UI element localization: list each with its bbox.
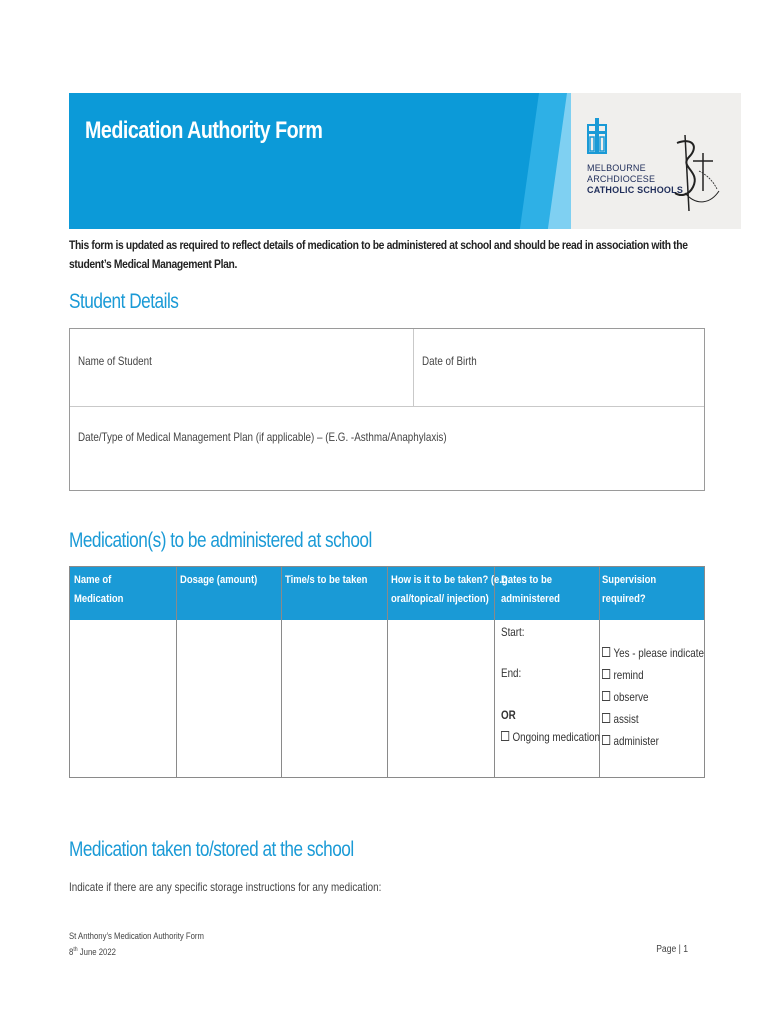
melbourne-archdiocese-cross-icon [587, 117, 607, 155]
col-header-dates: Dates to be administered [501, 574, 560, 605]
column-divider [599, 567, 600, 777]
checkbox[interactable] [602, 713, 610, 723]
medication-name-cell[interactable] [70, 620, 176, 778]
supervision-option-remind[interactable]: remind [602, 668, 644, 682]
student-details-heading: Student Details [69, 290, 179, 313]
student-row [70, 329, 704, 407]
header-banner [69, 93, 741, 229]
col-header-times: Time/s to be taken [285, 574, 368, 586]
student-details-table [69, 328, 705, 491]
st-anthony-school-seal-icon [663, 131, 723, 215]
checkbox[interactable] [602, 647, 610, 657]
col-header-dosage: Dosage (amount) [180, 574, 258, 586]
checkbox[interactable] [501, 731, 509, 741]
supervision-option-administer[interactable]: administer [602, 734, 659, 748]
times-cell[interactable] [281, 620, 387, 778]
medications-heading: Medication(s) to be administered at school [69, 529, 372, 552]
medical-plan-field[interactable]: Date/Type of Medical Management Plan (if applicable) – (E.G. -Asthma/Anaphylaxis) [78, 430, 447, 444]
medications-table [69, 566, 705, 778]
form-title: Medication Authority Form [85, 117, 323, 144]
start-date-label[interactable]: Start: [501, 625, 525, 639]
col-header-supervision: Supervision required? [602, 574, 657, 605]
checkbox[interactable] [602, 735, 610, 745]
end-date-label[interactable]: End: [501, 666, 522, 680]
method-cell[interactable] [387, 620, 494, 778]
footer-date: 8th June 2022 [69, 947, 116, 957]
storage-instruction: Indicate if there are any specific storage instructions for any medication: [69, 880, 382, 894]
ongoing-medication-option[interactable]: Ongoing medication [501, 730, 600, 744]
date-of-birth-field[interactable]: Date of Birth [422, 354, 477, 368]
supervision-option-yes[interactable]: Yes - please indicate [602, 646, 704, 660]
col-header-method: How is it to be taken? (e.g. oral/topical/ injection) [391, 574, 511, 605]
page-number: Page | 1 [656, 944, 688, 955]
logo-wordmark: MELBOURNE ARCHDIOCESE CATHOLIC SCHOOLS [587, 163, 684, 195]
name-of-student-field[interactable]: Name of Student [78, 354, 152, 368]
checkbox[interactable] [602, 669, 610, 679]
footer-form-name: St Anthony’s Medication Authority Form 8th June 2022 [69, 931, 204, 957]
checkbox[interactable] [602, 691, 610, 701]
storage-heading: Medication taken to/stored at the school [69, 838, 354, 861]
or-label: OR [501, 708, 516, 722]
supervision-option-assist[interactable]: assist [602, 712, 639, 726]
col-header-name: Name of Medication [74, 574, 124, 605]
student-row-divider [413, 329, 414, 406]
supervision-option-observe[interactable]: observe [602, 690, 648, 704]
dosage-cell[interactable] [176, 620, 281, 778]
intro-paragraph: This form is updated as required to reflect details of medication to be administered at school and should be read in association with the student’s Medical Management Plan. [69, 238, 688, 271]
logo-panel [571, 93, 741, 229]
